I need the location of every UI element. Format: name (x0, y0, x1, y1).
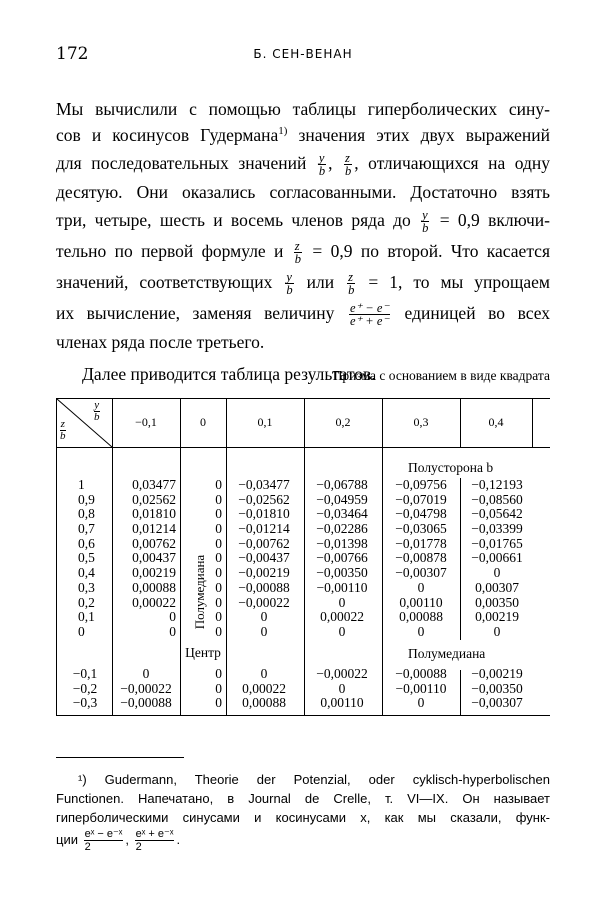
table-cell: 0,7 (78, 521, 95, 537)
table-cell: −0,00022 (316, 666, 368, 681)
footnote-rule (56, 757, 184, 758)
table-cell: −0,2 (72, 680, 98, 696)
table-cell: 0,00088 (132, 579, 176, 595)
table-cell: 0 (215, 550, 222, 566)
table-cell: 0 (338, 680, 346, 696)
footnote-line: Functionen. Напечатано, в Journal de Crelle, т. VI—IX. Он называет (56, 791, 550, 806)
table-cell: 0 (215, 477, 222, 492)
table-cell: 0 (215, 491, 222, 507)
table-cell: 0 (338, 623, 346, 639)
column-0-lower (210, 667, 222, 711)
table-cell: −0,01778 (395, 535, 447, 551)
table-cell: 0,6 (78, 535, 95, 551)
table-cell: 0 (78, 623, 85, 639)
footnote (56, 770, 550, 853)
table-cell: 0,4 (78, 565, 95, 581)
table-cell: 0 (215, 623, 222, 639)
column-0-4-lower (460, 667, 534, 711)
table-cell: −0,08560 (471, 491, 523, 507)
table-cell: −0,3 (72, 695, 98, 711)
fraction-y-b: $\frac{y}{b}$ (422, 208, 429, 236)
table-cell: 0,00762 (132, 535, 176, 551)
fraction-exp-ratio: $\frac{e^+ - e^-}{e^+ + e^-}$ (349, 301, 389, 329)
table-cell: 0 (215, 535, 222, 551)
table-cell: 0 (215, 695, 222, 711)
table-cell: 0,00110 (399, 594, 443, 610)
column-header: −0,1 (135, 415, 157, 429)
column-header: 0,3 (413, 415, 429, 429)
table-cell: −0,00110 (395, 680, 447, 696)
table-cell: 0 (169, 623, 176, 639)
table-cell: 0,00022 (320, 609, 364, 625)
table-cell: 0 (417, 579, 425, 595)
fraction-z-b: $\frac{z}{b}$ (294, 239, 302, 267)
fraction-cosh: $\frac{\text{eˣ + e⁻ˣ}}{2}$ (135, 828, 174, 854)
corner-fraction-y-b: y b (94, 399, 100, 423)
column-header: 0,1 (257, 415, 273, 429)
table-cell: −0,01810 (238, 506, 290, 522)
table-cell: 0,00350 (475, 594, 519, 610)
table-cell: 0,00088 (399, 609, 443, 625)
table-cell: 0,00437 (132, 550, 176, 566)
table-cell: −0,00762 (238, 535, 290, 551)
column-0-2-lower (304, 667, 380, 711)
fraction-sinh: $\frac{\text{eˣ − e⁻ˣ}}{2}$ (84, 828, 123, 854)
results-table (56, 398, 550, 716)
text-line: Мы вычислили с помощью таблицы гиперболических сину- (56, 99, 550, 119)
table-cell: −0,00088 (120, 695, 172, 711)
table-cell: 0,00307 (475, 579, 519, 595)
column-header: 0,2 (335, 415, 351, 429)
table-cell: 0 (215, 594, 222, 610)
table-cell: −0,00437 (238, 550, 290, 566)
table-cell: −0,03065 (395, 521, 447, 537)
fraction-y-b: $\frac{y}{b}$ (318, 151, 326, 179)
table-cell: 0,5 (78, 550, 95, 566)
table-cell: 0,3 (78, 579, 95, 595)
table-cell: 0,00022 (132, 594, 176, 610)
column-header: 0 (200, 415, 206, 429)
table-cell: −0,01398 (316, 535, 368, 551)
table-cell: 0 (215, 521, 222, 537)
fraction-z-b: $\frac{z}{b}$ (345, 151, 352, 179)
table-cell: −0,07019 (395, 491, 447, 507)
table-cell: −0,00878 (395, 550, 447, 566)
text-line: для последовательных значений $\frac{y}{b}$ , $\frac{z}{b}$ , отличающихся на одну (56, 151, 551, 179)
page-number: 172 (56, 44, 89, 64)
table-cell: 0 (493, 623, 501, 639)
table-cell: 0 (215, 565, 222, 581)
table-cell: 0,01214 (132, 521, 176, 537)
table-cell: −0,01765 (471, 535, 523, 551)
table-cell: −0,09756 (395, 477, 447, 492)
table-cell: 0,8 (78, 506, 95, 522)
text-line: сов и косинусов Гудермана$^{1)}$ значения этих двух выражений (56, 125, 550, 145)
table-cell: 0,00088 (242, 695, 286, 711)
table-cell: 0 (215, 579, 222, 595)
column-0-1-upper (226, 478, 302, 640)
table-cell: 0 (215, 506, 222, 522)
table-cell: 0 (142, 666, 150, 681)
table-cell: 0 (260, 623, 268, 639)
table-cell: 0 (260, 609, 268, 625)
text-line: три, четыре, шесть и восемь членов ряда до $\frac{y}{b}$ = 0,9 включи- (56, 208, 550, 236)
table-cell: 0 (417, 695, 425, 711)
table-rule (56, 447, 550, 448)
table-cell: −0,03477 (238, 477, 290, 492)
table-cell: −0,05642 (471, 506, 523, 522)
table-cell: 0,00219 (475, 609, 519, 625)
main-paragraph (56, 96, 550, 387)
footnote-marker: 1) (278, 125, 288, 138)
table-cell: −0,00088 (238, 579, 290, 595)
table-cell: 0,00110 (320, 695, 364, 711)
table-cell: 0 (338, 594, 346, 610)
table-cell: −0,00022 (238, 594, 290, 610)
table-cell: −0,00110 (316, 579, 368, 595)
table-cell: −0,02286 (316, 521, 368, 537)
table-cell: −0,00766 (316, 550, 368, 566)
section-label-center: Центр (185, 645, 221, 660)
footnote-line: ¹) Gudermann, Theorie der Potenzial, oder cyklisch-hyperbolischen (78, 772, 550, 787)
table-cell: −0,04959 (316, 491, 368, 507)
footnote-line: гиперболическими синусами и косинусами x, как мы сказали, функ- (56, 810, 550, 825)
table-cell: −0,02562 (238, 491, 290, 507)
column-header: 0,4 (488, 415, 504, 429)
text-line: их вычисление, заменяя величину $\frac{e^+ - e^-}{e^+ + e^-}$ единицей во всех (56, 301, 551, 329)
table-cell: 0 (417, 623, 425, 639)
column-minus-0-1-lower (112, 667, 180, 711)
table-cell: 0,00022 (242, 680, 286, 696)
table-cell: 0 (260, 666, 268, 681)
table-cell: 0 (215, 680, 222, 696)
text-line: Далее приводится таблица результатов. (82, 364, 376, 384)
table-cell: −0,00088 (395, 666, 447, 681)
table-cell: −0,03399 (471, 521, 523, 537)
running-header (56, 44, 550, 66)
table-cell: −0,00219 (471, 666, 523, 681)
table-cell: 0 (215, 666, 222, 681)
table-cell: −0,03464 (316, 506, 368, 522)
table-cell: −0,12193 (471, 477, 523, 492)
table-cell: 0 (169, 609, 176, 625)
section-label-half-side: Полусторона b (408, 460, 494, 475)
table-cell: 0,00219 (132, 565, 176, 581)
table-column-rule (180, 398, 181, 716)
table-cell: 0,2 (78, 594, 95, 610)
table-rule (56, 715, 550, 716)
column-0-3-upper (382, 478, 460, 640)
column-z-upper (78, 478, 108, 640)
table-cell: −0,01214 (238, 521, 290, 537)
column-z-lower (60, 667, 110, 711)
table-cell: −0,00661 (471, 550, 523, 566)
footnote-line: ции $\frac{\text{eˣ − e⁻ˣ}}{2}$ , $\frac{\text{eˣ + e⁻ˣ}}{2}$ . (56, 828, 181, 854)
table-cell: −0,04798 (395, 506, 447, 522)
fraction-y-b: $\frac{y}{b}$ (286, 270, 293, 298)
column-0-1-lower (226, 667, 302, 711)
text-line: членах ряда после третьего. (56, 332, 265, 352)
column-0-2-upper (304, 478, 380, 640)
table-cell: 0,02562 (132, 491, 176, 507)
table-cell: −0,00022 (120, 680, 172, 696)
table-column-rule (532, 398, 533, 447)
table-cell: −0,00350 (471, 680, 523, 696)
corner-fraction-z-b: z b (60, 418, 66, 442)
table-cell: −0,00307 (471, 695, 523, 711)
table-cell: 0 (215, 609, 222, 625)
column-minus-0-1-upper (112, 478, 176, 640)
running-title: Б. СЕН-ВЕНАН (253, 47, 353, 61)
text-line: тельно по первой формуле и $\frac{z}{b}$ = 0,9 по второй. Что касается (56, 239, 550, 267)
text-line: значений, соответствующих $\frac{y}{b}$ или $\frac{z}{b}$ = 1, то мы упрощаем (56, 270, 551, 298)
table-cell: 1 (78, 477, 85, 492)
table-rule (56, 398, 550, 399)
rotated-label-half-median: Полумедиана (192, 554, 207, 630)
table-cell: −0,00350 (316, 565, 368, 581)
table-cell: 0 (493, 565, 501, 581)
table-caption: Призма с основанием в виде квадрата (332, 368, 550, 383)
table-cell: −0,1 (72, 666, 98, 681)
fraction-z-b: $\frac{z}{b}$ (348, 270, 355, 298)
section-label-half-median: Полумедиана (408, 646, 486, 661)
table-cell: −0,00219 (238, 565, 290, 581)
table-cell: 0,03477 (132, 477, 176, 492)
table-cell: −0,06788 (316, 477, 368, 492)
table-cell: 0,9 (78, 491, 95, 507)
column-0-3-lower (382, 667, 460, 711)
text-line: десятую. Они оказались согласованными. Достаточно взять (56, 182, 550, 202)
column-0-upper (210, 478, 222, 640)
table-cell: 0,01810 (132, 506, 176, 522)
column-0-4-upper (460, 478, 534, 640)
table-cell: 0,1 (78, 609, 95, 625)
table-cell: −0,00307 (395, 565, 447, 581)
